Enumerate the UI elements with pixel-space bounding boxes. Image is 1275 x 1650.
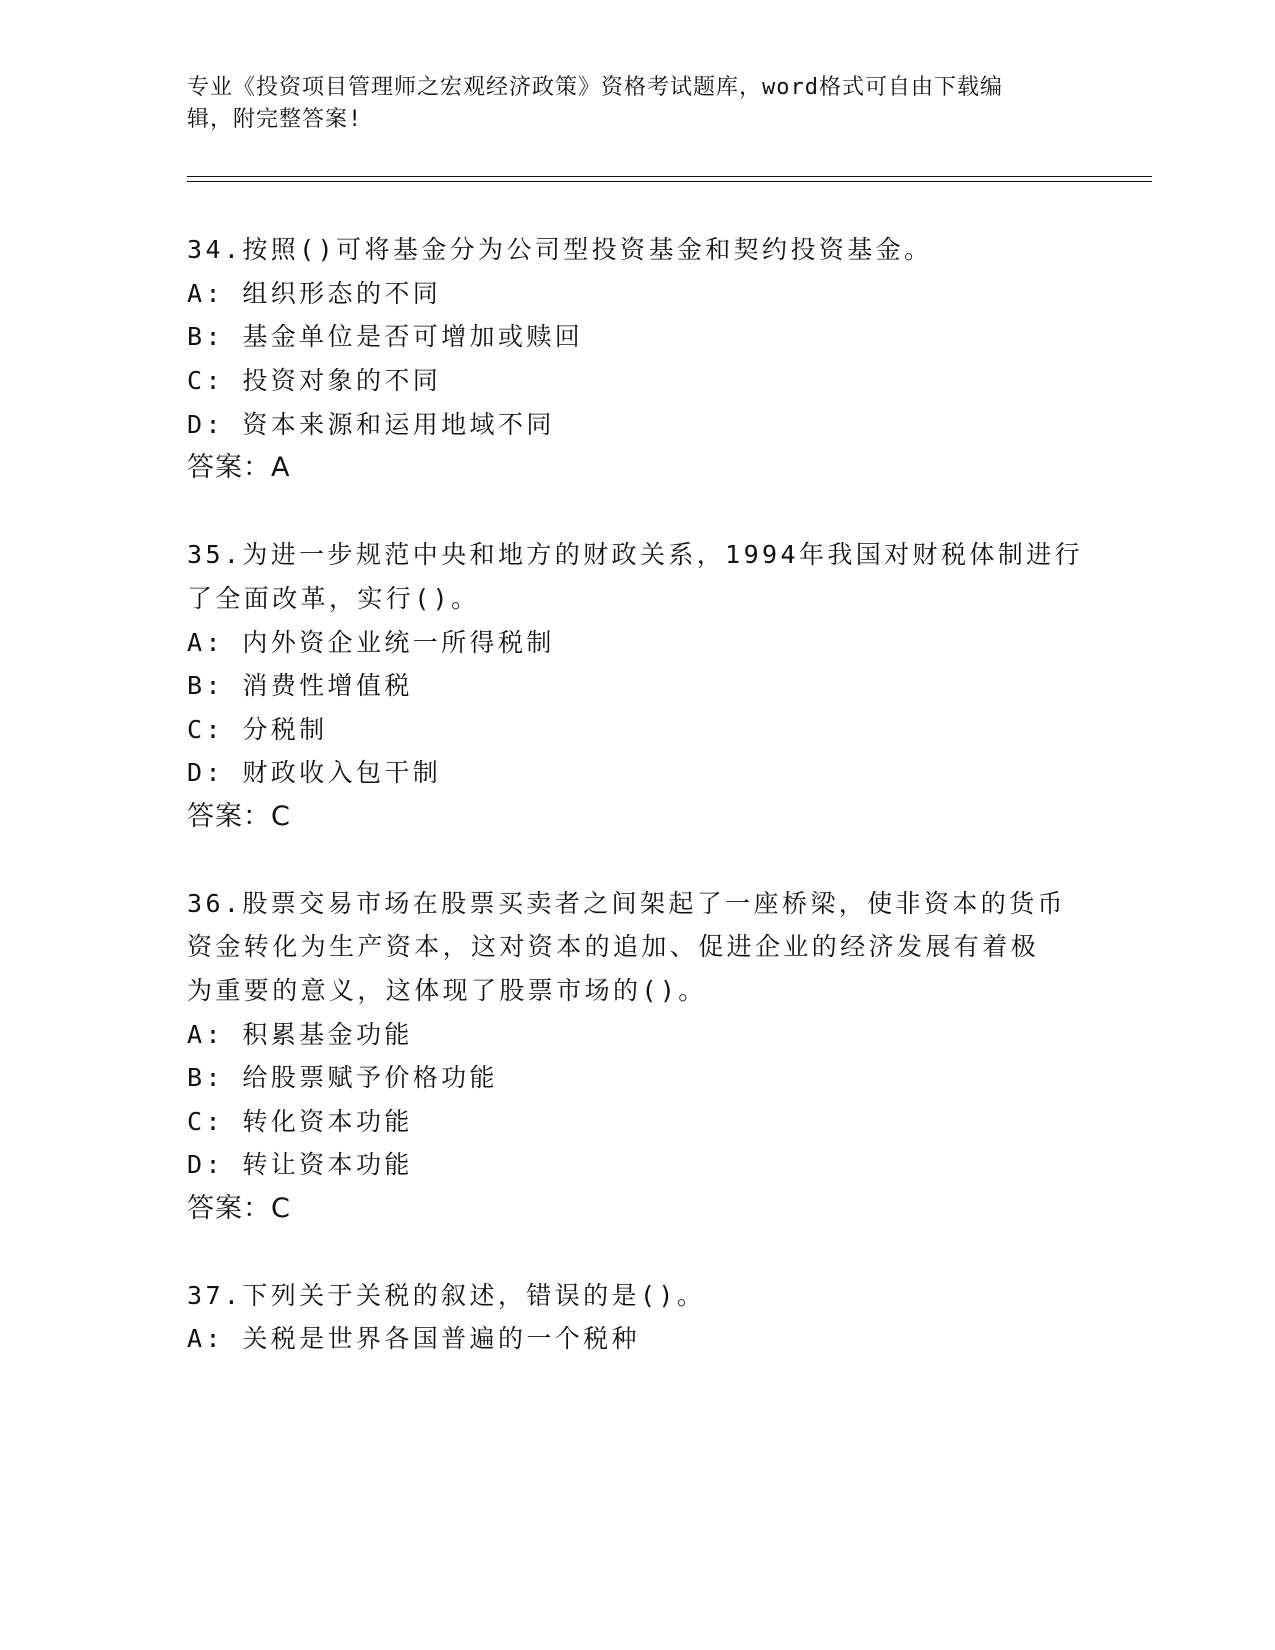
document-header [187,72,1087,136]
question-34-answer: 答案：A [187,452,291,483]
question-36-stem-line-2: 资金转化为生产资本，这对资本的追加、促进企业的经济发展有着极 [187,932,1040,961]
question-36-option-d: D: 转让资本功能 [187,1150,413,1179]
question-35-stem-line-1: 35.为进一步规范中央和地方的财政关系，1994年我国对财税体制进行 [187,540,1083,569]
header-line-1: 专业《投资项目管理师之宏观经济政策》资格考试题库，word格式可自由下载编 [187,75,1003,100]
question-35-option-b: B: 消费性增值税 [187,671,413,700]
question-35-option-c: C: 分税制 [187,715,328,744]
question-34-option-c: C: 投资对象的不同 [187,366,442,395]
question-34-option-b: B: 基金单位是否可增加或赎回 [187,322,584,351]
question-37-option-a: A: 关税是世界各国普遍的一个税种 [187,1324,640,1353]
question-34-stem: 34.按照()可将基金分为公司型投资基金和契约投资基金。 [187,235,933,264]
question-34-option-d: D: 资本来源和运用地域不同 [187,410,555,439]
question-36-option-b: B: 给股票赋予价格功能 [187,1063,498,1092]
question-36-option-a: A: 积累基金功能 [187,1020,413,1049]
question-36-stem-line-3: 为重要的意义，这体现了股票市场的()。 [187,976,707,1005]
header-line-2: 辑，附完整答案! [187,107,363,132]
question-36-stem-line-1: 36.股票交易市场在股票买卖者之间架起了一座桥梁，使非资本的货币 [187,889,1066,918]
header-divider-top [187,176,1152,177]
question-34-option-a: A: 组织形态的不同 [187,279,442,308]
question-35-option-d: D: 财政收入包干制 [187,758,442,787]
header-divider-bottom [187,181,1152,182]
question-35-answer: 答案：C [187,801,291,832]
question-35-stem-line-2: 了全面改革，实行()。 [187,584,480,613]
question-37-stem: 37.下列关于关税的叙述，错误的是()。 [187,1281,706,1310]
question-35-option-a: A: 内外资企业统一所得税制 [187,628,555,657]
question-36-option-c: C: 转化资本功能 [187,1107,413,1136]
question-36-answer: 答案：C [187,1193,291,1224]
